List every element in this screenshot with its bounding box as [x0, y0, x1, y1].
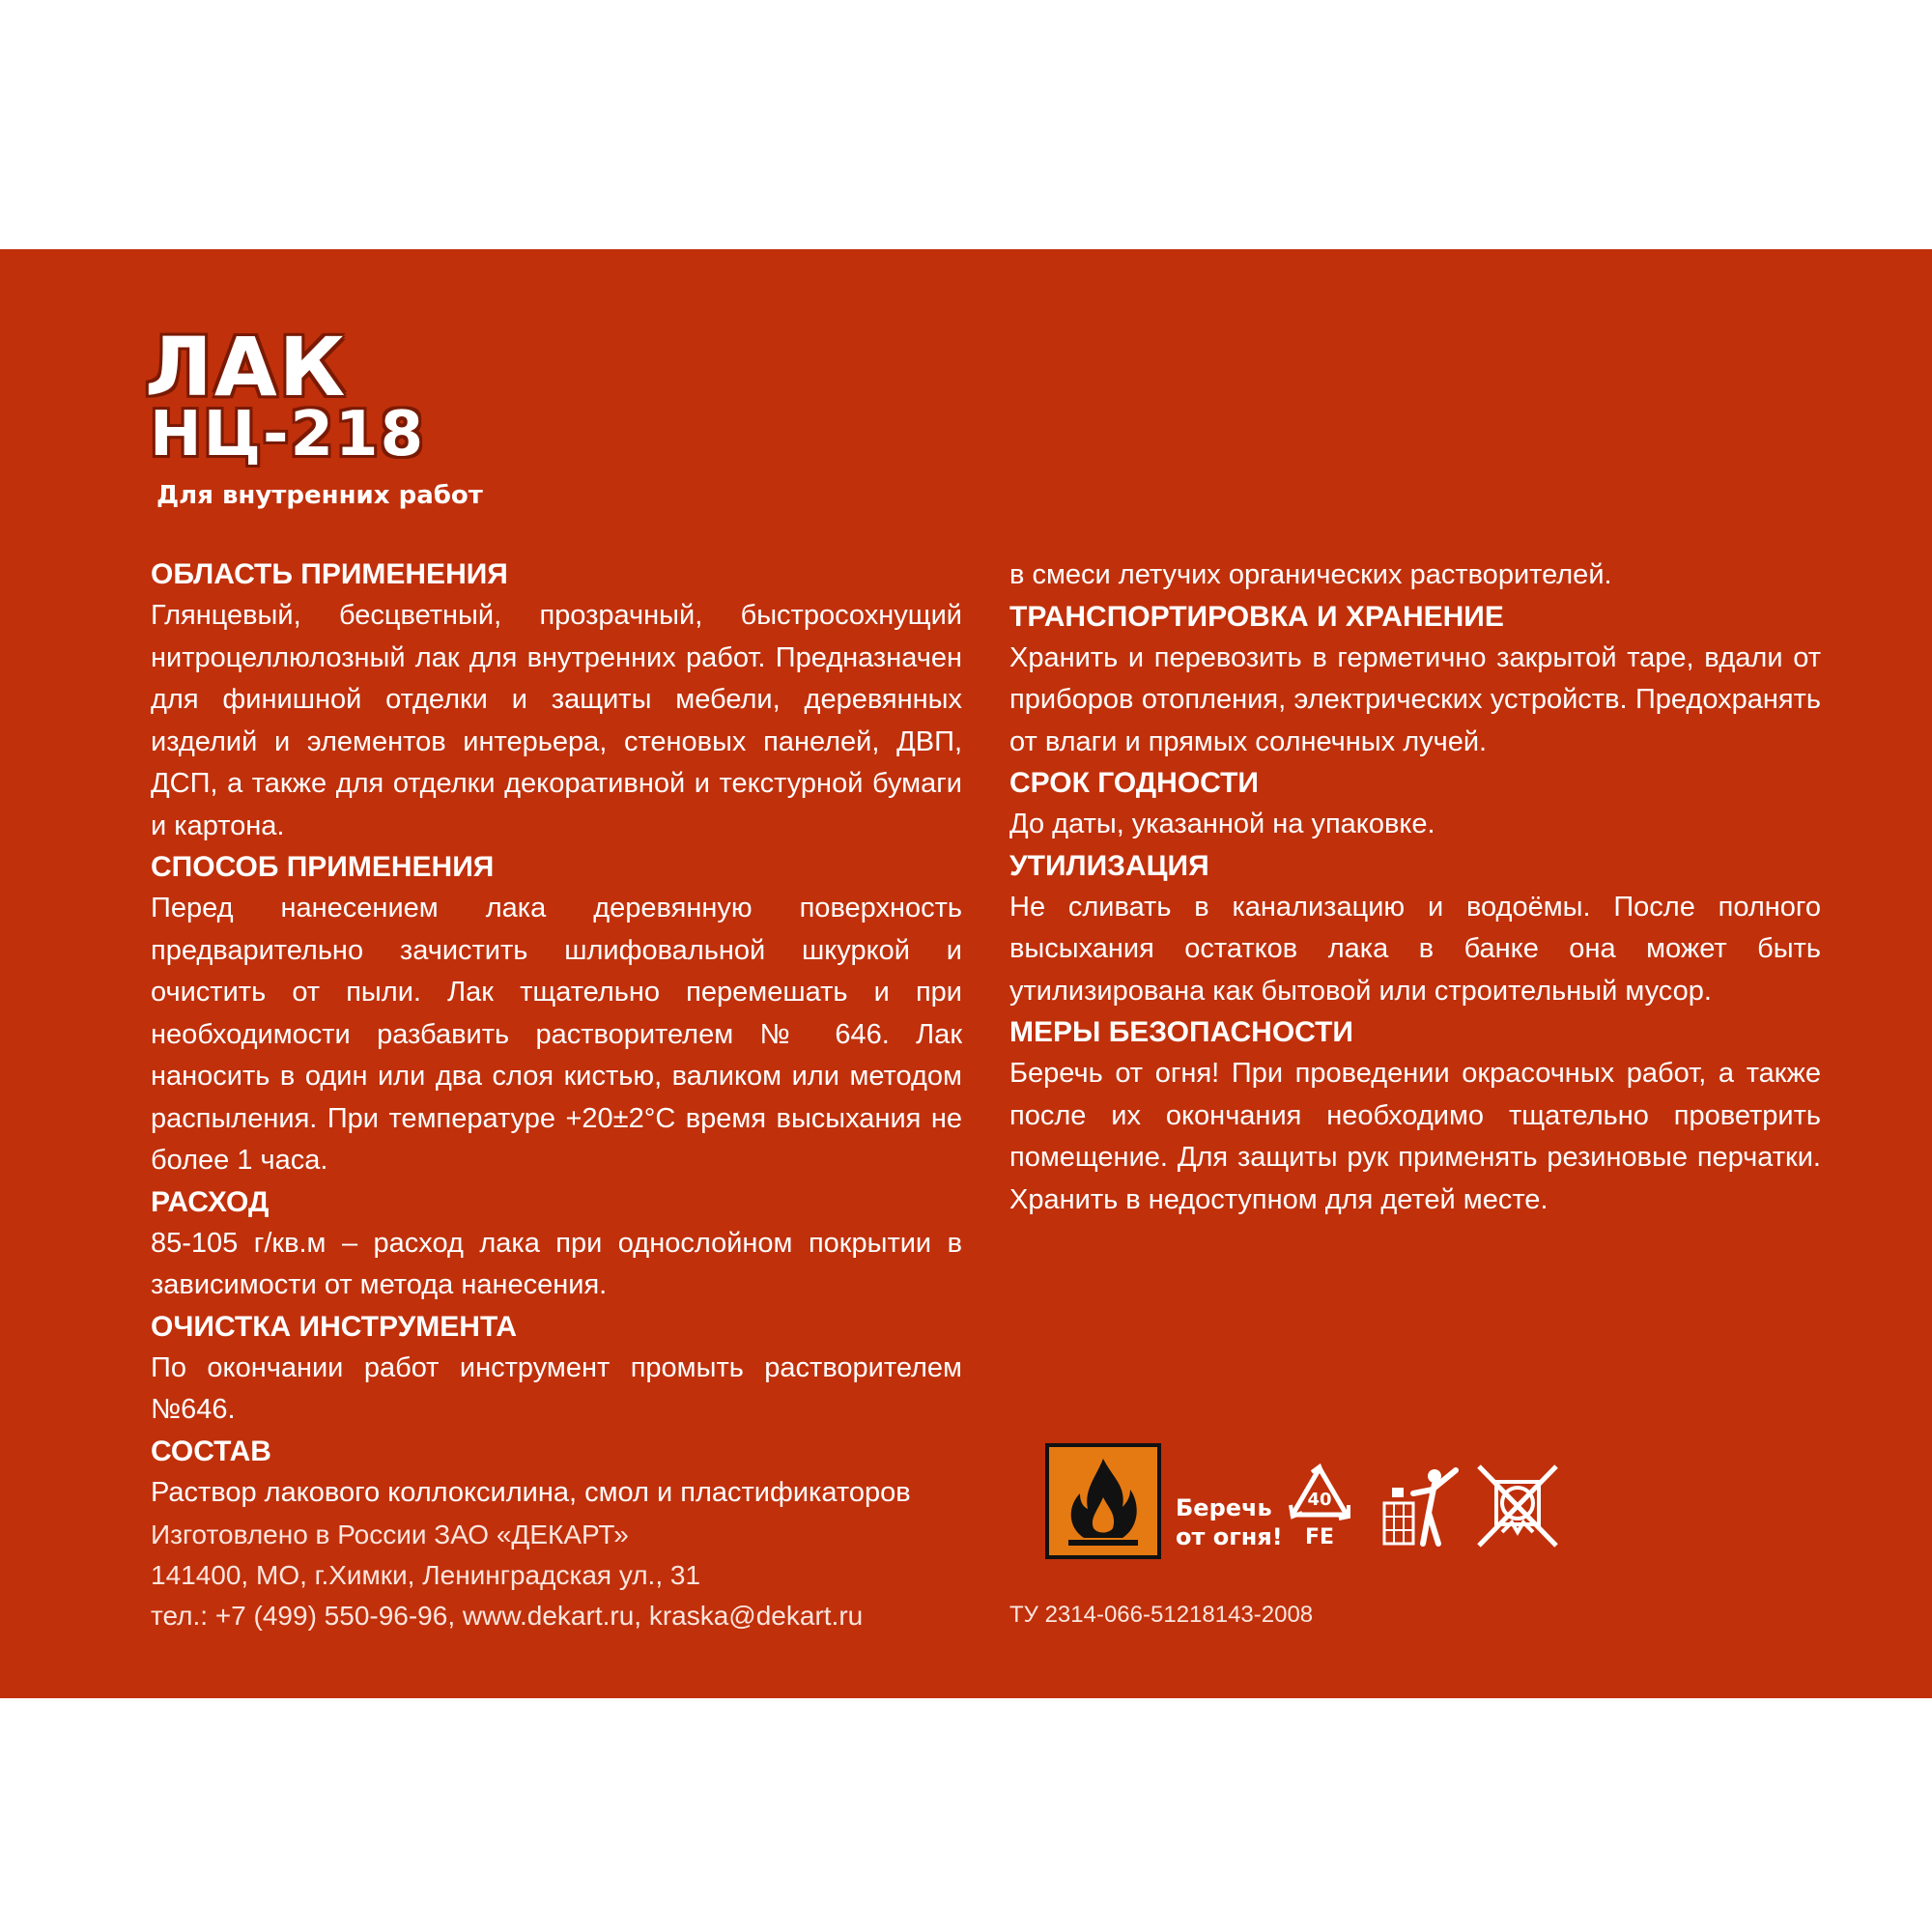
- section-disposal: [1009, 846, 1821, 1013]
- section-text: Раствор лакового коллоксилина, смол и пластификаторов: [151, 1476, 911, 1508]
- section-composition: [151, 1432, 962, 1515]
- logo-model: НЦ-218: [150, 399, 426, 470]
- beware-line2: от огня!: [1176, 1523, 1283, 1550]
- section-title: УТИЛИЗАЦИЯ: [1009, 849, 1209, 882]
- section-title: ОЧИСТКА ИНСТРУМЕНТА: [151, 1310, 518, 1343]
- section-title: РАСХОД: [151, 1185, 270, 1218]
- section-title: СРОК ГОДНОСТИ: [1009, 767, 1259, 799]
- manufacturer-info: [151, 1515, 962, 1636]
- logo-title: ЛАК: [145, 320, 348, 414]
- section-title: МЕРЫ БЕЗОПАСНОСТИ: [1009, 1016, 1353, 1048]
- do-not-burn-icon: [1473, 1463, 1562, 1554]
- section-text: Глянцевый, бесцветный, прозрачный, быстросохнущий нитроцеллюлозный лак для внутренних работ. Предназначен для финишной отделки и защиты мебели, деревянных изделий и элементов интерьера, стеновых панелей, ДВП, ДСП, а также для отделки декоративной и текстурной бумаги и картона.: [151, 600, 962, 841]
- technical-spec-code: ТУ 2314-066-51218143-2008: [1009, 1602, 1314, 1628]
- recycle-icon: [1281, 1463, 1358, 1556]
- section-title: ОБЛАСТЬ ПРИМЕНЕНИЯ: [151, 558, 508, 590]
- composition-continuation: в смеси летучих органических растворителей.: [1009, 559, 1612, 590]
- section-text: Перед нанесением лака деревянную поверхность предварительно зачистить шлифовальной шкуркой и очистить от пыли. Лак тщательно перемешать и при необходимости разбавить растворителем № 646. Лак наносить в один или два слоя кистью, валиком или методом распыления. При температуре +20±2°С время высыхания не более 1 часа.: [151, 893, 962, 1176]
- section-text: Хранить и перевозить в герметично закрытой таре, вдали от приборов отопления, электрических устройств. Предохранять от влаги и прямых солнечных лучей.: [1009, 641, 1821, 757]
- section-application-area: [151, 554, 962, 847]
- section-title: ТРАНСПОРТИРОВКА И ХРАНЕНИЕ: [1009, 600, 1504, 633]
- section-title: СОСТАВ: [151, 1435, 271, 1467]
- manufacturer-line: Изготовлено в России ЗАО «ДЕКАРТ»: [151, 1520, 629, 1549]
- section-transport-storage: [1009, 597, 1821, 764]
- recycle-number: 40: [1307, 1490, 1332, 1510]
- product-label: [0, 249, 1932, 1698]
- logo-subtitle: Для внутренних работ: [156, 481, 483, 510]
- section-text: По окончании работ инструмент промыть растворителем №646.: [151, 1351, 962, 1425]
- section-text: До даты, указанной на упаковке.: [1009, 809, 1435, 839]
- section-application-method: [151, 847, 962, 1182]
- manufacturer-address: 141400, МО, г.Химки, Ленинградская ул., 31: [151, 1560, 701, 1590]
- right-column: [1009, 554, 1821, 1221]
- flammable-icon: [1045, 1443, 1161, 1559]
- section-text: 85-105 г/кв.м – расход лака при однослойном покрытии в зависимости от метода нанесения.: [151, 1227, 962, 1300]
- left-column: [151, 554, 962, 1514]
- manufacturer-contacts: тел.: +7 (499) 550-96-96, www.dekart.ru, kraska@dekart.ru: [151, 1601, 864, 1631]
- tidy-man-icon: [1378, 1464, 1460, 1554]
- section-shelf-life: [1009, 763, 1821, 846]
- section-text: Беречь от огня! При проведении окрасочных работ, а также после их окончания необходимо тщательно проветрить помещение. Для защиты рук применять резиновые перчатки. Хранить в недоступном для детей месте.: [1009, 1058, 1821, 1215]
- section-text: Не сливать в канализацию и водоёмы. После полного высыхания остатков лака в банке она может быть утилизирована как бытовой или строительный мусор.: [1009, 891, 1821, 1007]
- beware-of-fire-text: [1176, 1493, 1283, 1551]
- section-consumption: [151, 1182, 962, 1307]
- recycle-code: FE: [1304, 1525, 1335, 1549]
- section-title: СПОСОБ ПРИМЕНЕНИЯ: [151, 851, 495, 883]
- section-tool-cleaning: [151, 1307, 962, 1432]
- beware-line1: Беречь: [1176, 1494, 1272, 1521]
- section-safety: [1009, 1012, 1821, 1221]
